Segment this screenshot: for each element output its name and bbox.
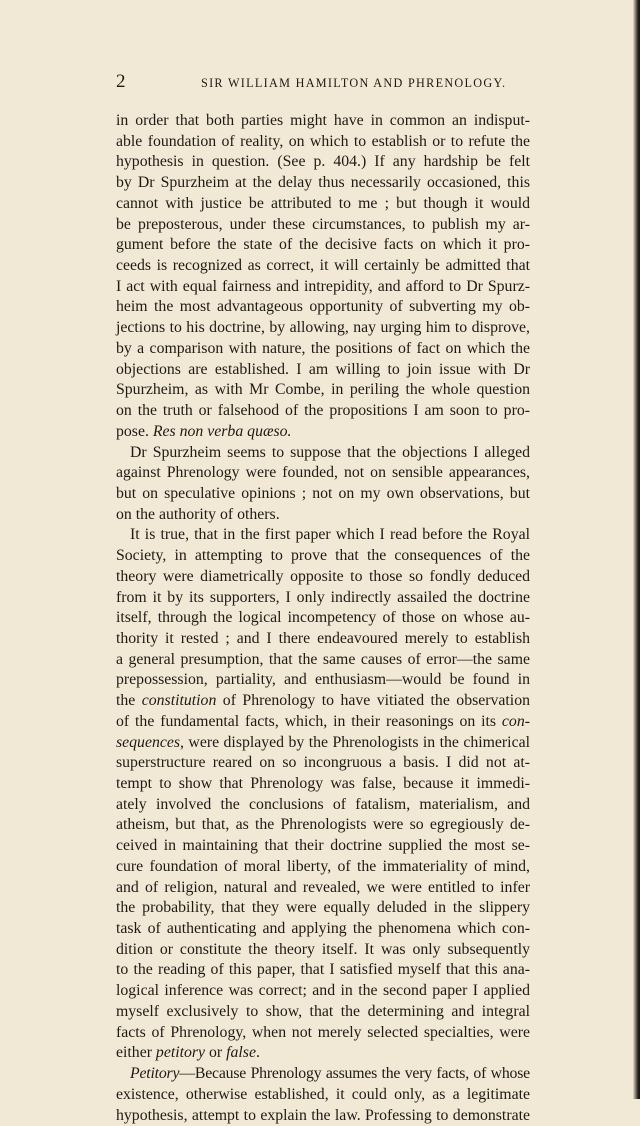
text-line: heim the most advantageous opportunity of subverting my ob-: [116, 297, 530, 318]
text-line: I act with equal fairness and intrepidity, and afford to Dr Spurz-: [116, 277, 530, 298]
page-header: [116, 72, 532, 92]
text-line: able foundation of reality, on which to establish or to refute the: [116, 132, 530, 153]
text-line: be preposterous, under these circumstances, to publish my ar-: [116, 215, 530, 236]
text-line: [116, 1064, 530, 1085]
text-line: on the authority of others.: [116, 505, 530, 526]
text-line: facts of Phrenology, when not merely selected specialties, were: [116, 1023, 530, 1044]
paragraph-3-continued: [116, 546, 530, 1064]
text-line: theory were diametrically opposite to those so fondly deduced: [116, 567, 530, 588]
paragraph-3: [116, 525, 530, 546]
text-line: dition or constitute the theory itself. It was only subsequently: [116, 940, 530, 961]
text-line: from it by its supporters, I only indirectly assailed the doctrine: [116, 588, 530, 609]
text-line: by a comparison with nature, the positions of fact on which the: [116, 339, 530, 360]
page-edge-shadow: [633, 0, 640, 1099]
text-line: the probability, that they were equally deluded in the slippery: [116, 898, 530, 919]
text-run: either: [116, 1044, 156, 1061]
text-line: in order that both parties might have in common an indisput-: [116, 111, 530, 132]
text-line: logical inference was correct; and in the second paper I applied: [116, 981, 530, 1002]
text-line: against Phrenology were founded, not on sensible appearances,: [116, 463, 530, 484]
text-line: ceeds is recognized as correct, it will certainly be admitted that: [116, 256, 530, 277]
text-line: and of religion, natural and revealed, we were entitled to infer: [116, 878, 530, 899]
text-run: of the fundamental facts, which, in their reasonings on its: [116, 713, 502, 730]
running-head: SIR WILLIAM HAMILTON AND PHRENOLOGY.: [201, 75, 506, 91]
text-line: [116, 712, 530, 733]
latin-phrase: Res non verba quæso.: [153, 423, 292, 440]
text-line: to the reading of this paper, that I satisfied myself that this ana-: [116, 960, 530, 981]
paragraph-2-continued: [116, 463, 530, 525]
text-line: Society, in attempting to prove that the consequences of the: [116, 546, 530, 567]
text-line: ately involved the conclusions of fatalism, materialism, and: [116, 795, 530, 816]
text-line: [116, 422, 530, 443]
text-run: , were displayed by the Phrenologists in the chimerical: [180, 734, 530, 751]
text-line: hypothesis, attempt to explain the law. Professing to demonstrate: [116, 1106, 530, 1126]
text-line: by Dr Spurzheim at the delay thus necessarily occasioned, this: [116, 173, 530, 194]
text-line: It is true, that in the first paper which I read before the Royal: [116, 525, 530, 546]
italic-term: sequences: [116, 734, 180, 751]
page-number: 2: [116, 72, 126, 92]
text-line: myself exclusively to show, that the determining and integral: [116, 1002, 530, 1023]
text-line: tempt to show that Phrenology was false, because it immedi-: [116, 774, 530, 795]
text-line: task of authenticating and applying the phenomena which con-: [116, 919, 530, 940]
italic-term: false: [226, 1044, 256, 1061]
text-line: [116, 733, 530, 754]
text-line: thority it rested ; and I there endeavoured merely to establish: [116, 629, 530, 650]
text-line: on the truth or falsehood of the propositions I am soon to pro-: [116, 401, 530, 422]
text-run: or: [205, 1044, 226, 1061]
text-line: [116, 691, 530, 712]
text-line: jections to his doctrine, by allowing, nay urging him to disprove,: [116, 318, 530, 339]
text-line: Spurzheim, as with Mr Combe, in periling the whole question: [116, 380, 530, 401]
text-line: cure foundation of moral liberty, of the immateriality of mind,: [116, 857, 530, 878]
text-line: a general presumption, that the same causes of error—the same: [116, 650, 530, 671]
text-run: pose.: [116, 423, 153, 440]
italic-term: constitution: [142, 692, 217, 709]
paragraph-2: [116, 443, 530, 464]
italic-term: con-: [502, 713, 530, 730]
body-text: [116, 111, 530, 1126]
text-line: hypothesis in question. (See p. 404.) If any hardship be felt: [116, 152, 530, 173]
text-line: gument before the state of the decisive facts on which it pro-: [116, 235, 530, 256]
text-line: [116, 1043, 530, 1064]
text-line: ceived in maintaining that their doctrine supplied the most se-: [116, 836, 530, 857]
text-line: existence, otherwise established, it could only, as a legitimate: [116, 1085, 530, 1106]
text-line: atheism, but that, as the Phrenologists were so egregiously de-: [116, 815, 530, 836]
text-run: of Phrenology to have vitiated the observation: [216, 692, 530, 709]
italic-term: petitory: [156, 1044, 205, 1061]
text-line: objections are established. I am willing to join issue with Dr: [116, 360, 530, 381]
text-line: Dr Spurzheim seems to suppose that the objections I alleged: [116, 443, 530, 464]
text-line: cannot with justice be attributed to me ; but though it would: [116, 194, 530, 215]
text-line: prepossession, partiality, and enthusiasm—would be found in: [116, 670, 530, 691]
paragraph-4: [116, 1064, 530, 1085]
text-line: but on speculative opinions ; not on my own observations, but: [116, 484, 530, 505]
paragraph-1: [116, 111, 530, 443]
text-run: —Because Phrenology assumes the very facts, of whose: [179, 1065, 530, 1082]
text-run: .: [256, 1044, 260, 1061]
text-line: superstructure reared on so incongruous a basis. I did not at-: [116, 753, 530, 774]
text-line: itself, through the logical incompetency of those on whose au-: [116, 608, 530, 629]
italic-term: Petitory: [130, 1065, 179, 1082]
paragraph-4-continued: [116, 1085, 530, 1126]
text-run: the: [116, 692, 142, 709]
